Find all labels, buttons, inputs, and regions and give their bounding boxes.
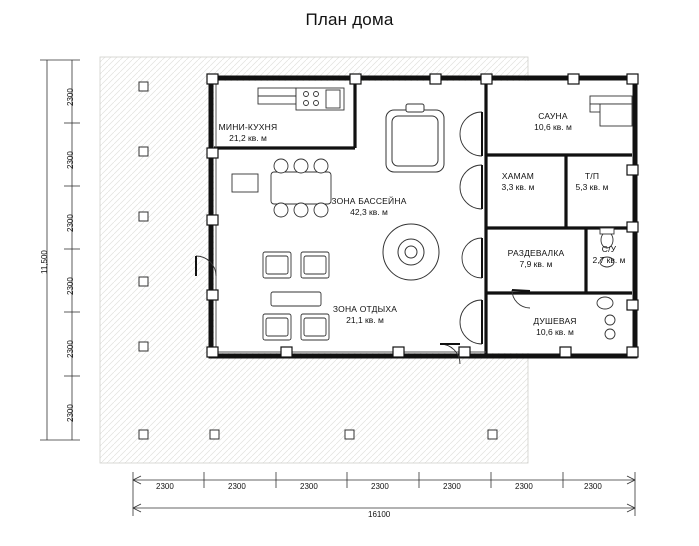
dim-horizontal-seg-5: 2300 xyxy=(443,482,461,491)
dim-vertical-seg-2: 2300 xyxy=(66,151,75,169)
room-label-boiler-room: Т/П 5,3 кв. м xyxy=(575,171,609,192)
dim-horizontal-seg-2: 2300 xyxy=(228,482,246,491)
dim-horizontal-total: 16100 xyxy=(368,510,391,519)
page-title: План дома xyxy=(305,10,394,29)
room-label-rest-zone: ЗОНА ОТДЫХА 21,1 кв. м xyxy=(332,304,398,325)
dim-vertical-seg-1: 2300 xyxy=(66,88,75,106)
room-label-pool-zone: ЗОНА БАССЕЙНА 42,3 кв. м xyxy=(331,196,407,217)
dim-vertical-seg-3: 2300 xyxy=(66,214,75,232)
room-label-hamam: ХАМАМ 3,3 кв. м xyxy=(501,171,535,192)
room-label-sauna: САУНА 10,6 кв. м xyxy=(534,111,572,132)
dim-vertical-seg-4: 2300 xyxy=(66,277,75,295)
room-label-changing-room: РАЗДЕВАЛКА 7,9 кв. м xyxy=(507,248,565,269)
dim-horizontal-seg-6: 2300 xyxy=(515,482,533,491)
room-label-mini-kitchen: МИНИ-КУХНЯ 21,2 кв. м xyxy=(218,122,278,143)
dim-vertical-seg-6: 2300 xyxy=(66,404,75,422)
dim-horizontal-seg-4: 2300 xyxy=(371,482,389,491)
dim-horizontal-seg-7: 2300 xyxy=(584,482,602,491)
dim-horizontal-seg-1: 2300 xyxy=(156,482,174,491)
room-label-shower: ДУШЕВАЯ 10,6 кв. м xyxy=(533,316,577,337)
dim-vertical-seg-5: 2300 xyxy=(66,340,75,358)
room-label-wc: С/У 2,7 кв. м xyxy=(592,244,626,265)
dim-vertical-total: 11,500 xyxy=(40,250,49,274)
dim-horizontal-seg-3: 2300 xyxy=(300,482,318,491)
